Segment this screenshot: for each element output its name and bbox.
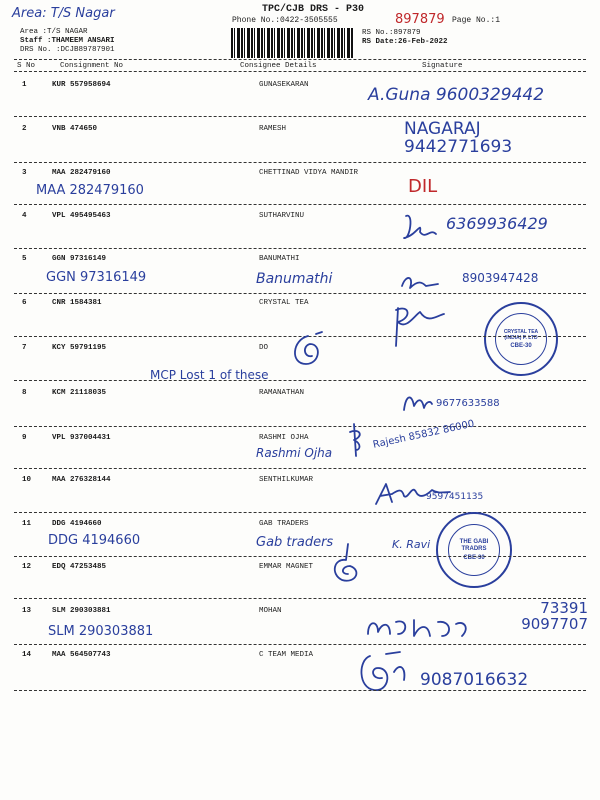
row-consignment: DDG 4194660 bbox=[52, 520, 102, 528]
row-sno: 5 bbox=[22, 255, 27, 263]
row-consignment: MAA 564507743 bbox=[52, 651, 111, 659]
signature-scribble bbox=[364, 614, 474, 642]
signature-scribble bbox=[388, 300, 448, 350]
row-consignee: RAMESH bbox=[259, 125, 287, 133]
handwritten-consignment: DDG 4194660 bbox=[48, 533, 141, 548]
signature-scribble bbox=[326, 540, 366, 586]
divider bbox=[14, 204, 586, 205]
signature: DIL bbox=[408, 176, 438, 197]
signature-phone: 9087016632 bbox=[420, 670, 529, 690]
area-handwritten: Area: T/S Nagar bbox=[12, 6, 115, 21]
handwritten-name: Banumathi bbox=[256, 271, 333, 287]
row-consignment: CNR 1584381 bbox=[52, 299, 102, 307]
row-consignment: EDQ 47253485 bbox=[52, 563, 107, 571]
divider bbox=[14, 468, 586, 469]
row-consignee: CHETTINAD VIDYA MANDIR bbox=[259, 169, 359, 177]
signature-scribble bbox=[400, 390, 434, 418]
handwritten-name: Rashmi Ojha bbox=[256, 446, 333, 460]
divider bbox=[14, 116, 586, 117]
row-sno: 7 bbox=[22, 344, 27, 352]
divider bbox=[14, 598, 586, 599]
row-consignee: MOHAN bbox=[259, 607, 282, 615]
divider bbox=[14, 71, 586, 72]
row-consignee: SUTHARVINU bbox=[259, 212, 305, 220]
handwritten-consignment: GGN 97316149 bbox=[46, 270, 147, 285]
row-consignee: GAB TRADERS bbox=[259, 520, 309, 528]
row-sno: 2 bbox=[22, 125, 27, 133]
signature-phone: 6369936429 bbox=[446, 214, 548, 233]
col-header-sno: S No bbox=[17, 62, 36, 70]
divider bbox=[14, 162, 586, 163]
handwritten-note: MCP Lost 1 of these bbox=[150, 368, 269, 382]
row-consignee: EMMAR MAGNET bbox=[259, 563, 314, 571]
signature-scribble bbox=[398, 272, 442, 294]
drs-line: DRS No. :DCJB89787901 bbox=[20, 46, 115, 54]
signature-scribble bbox=[346, 420, 368, 460]
row-sno: 1 bbox=[22, 81, 27, 89]
handwritten-consignment: MAA 282479160 bbox=[36, 183, 144, 198]
row-sno: 13 bbox=[22, 607, 32, 615]
row-consignee: SENTHILKUMAR bbox=[259, 476, 314, 484]
divider bbox=[14, 426, 586, 427]
row-consignee: DO bbox=[259, 344, 269, 352]
stamp-inner-text: CBE-30 bbox=[463, 555, 485, 561]
rs-date: RS Date:26-Feb-2022 bbox=[362, 38, 448, 46]
divider bbox=[14, 644, 586, 645]
col-header-consignment: Consignment No bbox=[60, 62, 124, 70]
handwritten-consignment: SLM 290303881 bbox=[48, 624, 154, 639]
gab-traders-stamp bbox=[436, 512, 512, 588]
row-sno: 10 bbox=[22, 476, 32, 484]
signature-text: Rajesh 85832 86000 bbox=[372, 418, 476, 451]
phone-number: Phone No.:0422-3505555 bbox=[232, 16, 338, 25]
stamp-text: CRYSTAL TEA (INDIA) P. LTD bbox=[503, 329, 539, 341]
divider bbox=[14, 512, 586, 513]
row-consignee: CRYSTAL TEA bbox=[259, 299, 309, 307]
row-consignee: BANUMATHI bbox=[259, 255, 300, 263]
signature: NAGARAJ 9442771693 bbox=[404, 119, 513, 157]
stamp-inner-text: CBE-30 bbox=[510, 343, 532, 349]
row-consignee: GUNASEKARAN bbox=[259, 81, 309, 89]
stamp-text: THE GABI TRADRS bbox=[459, 539, 489, 552]
divider bbox=[14, 59, 586, 60]
divider bbox=[14, 690, 586, 691]
row-consignee: RASHMI OJHA bbox=[259, 434, 309, 442]
signature-phone: 8903947428 bbox=[462, 271, 539, 285]
staff-line: Staff :THAMEEM ANSARI bbox=[20, 37, 115, 45]
signature-text: K. Ravi bbox=[392, 538, 431, 551]
page-number: Page No.:1 bbox=[452, 16, 501, 25]
rs-number: RS No.:897879 bbox=[362, 29, 421, 37]
sheet-title: TPC/CJB DRS - P30 bbox=[262, 4, 365, 15]
row-sno: 8 bbox=[22, 389, 27, 397]
signature-scribble bbox=[400, 210, 440, 244]
divider bbox=[14, 248, 586, 249]
row-sno: 12 bbox=[22, 563, 32, 571]
barcode bbox=[231, 28, 354, 58]
signature: A.Guna 9600329442 bbox=[368, 85, 545, 105]
signature-phone: 9677633588 bbox=[436, 398, 500, 409]
row-consignment: KCM 21118035 bbox=[52, 389, 107, 397]
row-consignee: RAMANATHAN bbox=[259, 389, 305, 397]
signature-phone: 9597451135 bbox=[426, 492, 484, 502]
row-consignment: VPL 495495463 bbox=[52, 212, 111, 220]
row-consignment: KCY 59791195 bbox=[52, 344, 107, 352]
row-sno: 11 bbox=[22, 520, 32, 528]
row-consignment: GGN 97316149 bbox=[52, 255, 107, 263]
area-line: Area :T/S NAGAR bbox=[20, 28, 88, 36]
divider bbox=[14, 293, 586, 294]
row-consignment: MAA 276328144 bbox=[52, 476, 111, 484]
row-sno: 4 bbox=[22, 212, 27, 220]
row-consignment: KUR 557958694 bbox=[52, 81, 111, 89]
row-consignment: VPL 937004431 bbox=[52, 434, 111, 442]
crystal-tea-stamp bbox=[484, 302, 558, 376]
signature-scribble bbox=[288, 330, 328, 370]
row-consignment: VNB 474650 bbox=[52, 125, 98, 133]
signature-phone: 73391 9097707 bbox=[521, 599, 588, 633]
row-consignment: MAA 282479160 bbox=[52, 169, 111, 177]
row-sno: 3 bbox=[22, 169, 27, 177]
divider bbox=[14, 380, 586, 381]
row-sno: 6 bbox=[22, 299, 27, 307]
row-consignee: C TEAM MEDIA bbox=[259, 651, 314, 659]
handwritten-name: Gab traders bbox=[256, 535, 334, 550]
divider bbox=[14, 556, 586, 557]
row-sno: 14 bbox=[22, 651, 32, 659]
row-sno: 9 bbox=[22, 434, 27, 442]
row-consignment: SLM 290303881 bbox=[52, 607, 111, 615]
col-header-consignee: Consignee Details bbox=[240, 62, 317, 70]
drs-no-handwritten: 897879 bbox=[395, 12, 445, 27]
col-header-signature: Signature bbox=[422, 62, 463, 70]
